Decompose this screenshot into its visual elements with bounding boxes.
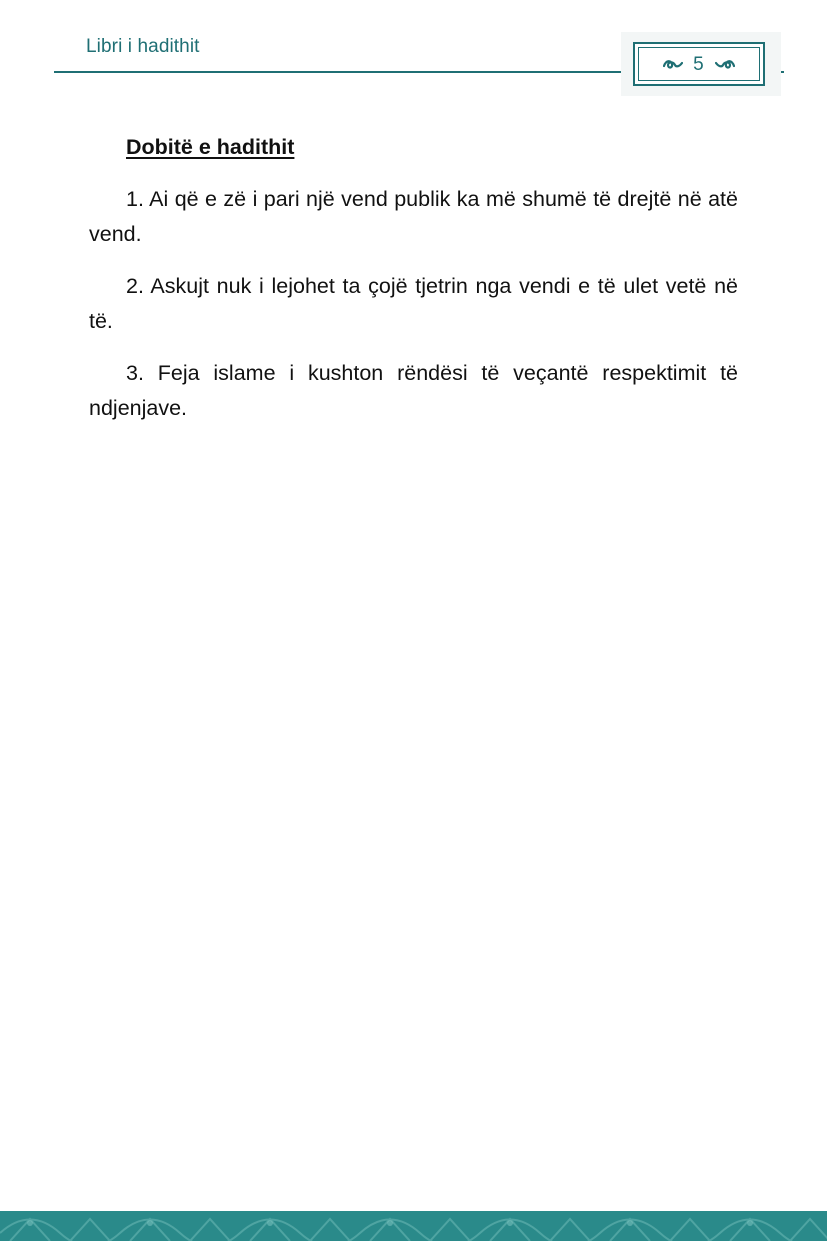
ornament-left-icon [663, 56, 687, 73]
ornament-right-icon [715, 56, 735, 73]
page-body [89, 130, 738, 443]
page-number-frame [633, 42, 765, 86]
benefit-paragraph-3: 3. Feja islame i kushton rëndësi të veçantë respektimit të ndjenjave. [89, 361, 738, 420]
benefit-paragraph-2: 2. Askujt nuk i lejohet ta çojë tjetrin nga vendi e të ulet vetë në të. [89, 274, 738, 333]
running-header-title: Libri i hadithit [86, 36, 200, 57]
benefit-paragraph-1: 1. Ai që e zë i pari një vend publik ka më shumë të drejtë në atë vend. [89, 187, 738, 246]
page-number-row [635, 54, 763, 76]
footer-pattern-icon [0, 1211, 827, 1241]
footer-ornament-band [0, 1211, 827, 1241]
section-heading: Dobitë e hadithit [126, 135, 295, 159]
page-number: 5 [693, 54, 704, 75]
